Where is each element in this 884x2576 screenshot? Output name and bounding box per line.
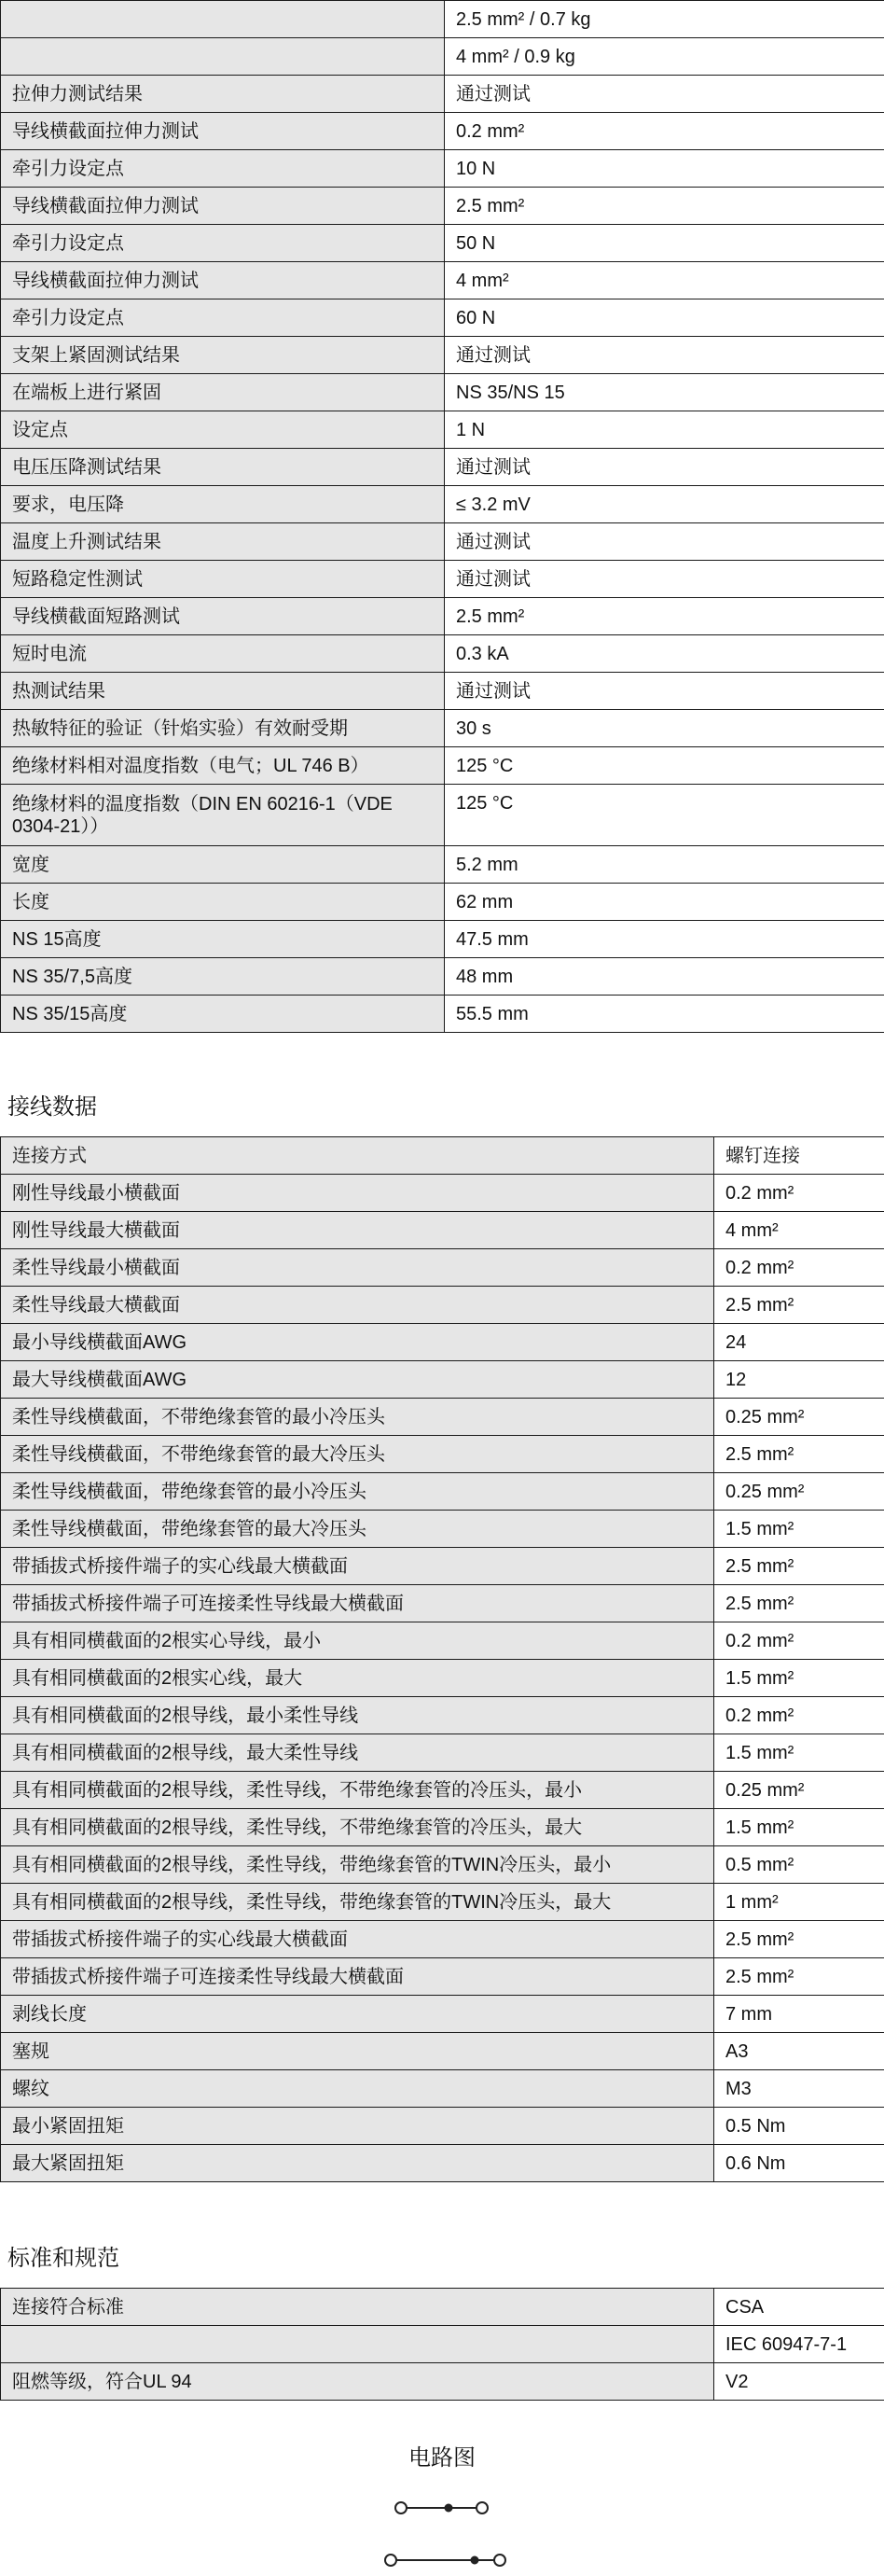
row-label: 螺纹 [1,2070,714,2108]
table-row [1,411,884,449]
row-value: 4 mm² [714,1212,884,1249]
row-label: 带插拔式桥接件端子可连接柔性导线最大横截面 [1,1585,714,1622]
row-label: NS 15高度 [1,921,445,958]
table-row [1,2033,884,2070]
row-label: 具有相同横截面的2根导线，柔性导线，带绝缘套管的TWIN冷压头，最大 [1,1884,714,1921]
row-value: 2.5 mm² [714,1921,884,1958]
row-value: 48 mm [445,958,884,996]
row-value: 2.5 mm² [714,1958,884,1996]
row-label: 宽度 [1,846,445,884]
table-row [1,561,884,598]
row-label: 柔性导线横截面，不带绝缘套管的最小冷压头 [1,1399,714,1436]
circuit-line-top [395,2502,488,2513]
row-label: 刚性导线最大横截面 [1,1212,714,1249]
row-label: 具有相同横截面的2根导线，柔性导线，不带绝缘套管的冷压头，最大 [1,1809,714,1846]
row-label: 具有相同横截面的2根导线，柔性导线，带绝缘套管的TWIN冷压头，最小 [1,1846,714,1884]
row-value: 0.5 Nm [714,2108,884,2145]
circuit-diagram [0,2464,884,2576]
row-value: 7 mm [714,1996,884,2033]
row-value: 0.3 kA [445,635,884,673]
table-row [1,747,884,785]
row-value: 24 [714,1324,884,1361]
row-value: 1.5 mm² [714,1511,884,1548]
row-label: 要求，电压降 [1,486,445,523]
row-value: 通过测试 [445,76,884,113]
row-value: 10 N [445,150,884,188]
row-label: 在端板上进行紧固 [1,374,445,411]
row-value: 通过测试 [445,523,884,561]
row-label: 柔性导线最大横截面 [1,1287,714,1324]
table-row [1,1734,884,1772]
row-label: 具有相同横截面的2根导线，柔性导线，不带绝缘套管的冷压头，最小 [1,1772,714,1809]
row-value: 0.2 mm² [714,1249,884,1287]
row-value: CSA [714,2289,884,2326]
row-label: 短路稳定性测试 [1,561,445,598]
row-label: 带插拔式桥接件端子的实心线最大横截面 [1,1548,714,1585]
table-row [1,1175,884,1212]
row-label: 电压压降测试结果 [1,449,445,486]
table-row [1,598,884,635]
circuit-line-bottom [385,2555,505,2566]
row-value: 47.5 mm [445,921,884,958]
circuit-diagram-title: 电路图 [408,2444,476,2471]
row-label: 最大紧固扭矩 [1,2145,714,2182]
row-label: 导线横截面拉伸力测试 [1,188,445,225]
row-value: 55.5 mm [445,996,884,1033]
row-value: 0.2 mm² [445,113,884,150]
table-row [1,299,884,337]
table-row [1,1846,884,1884]
row-value: 1.5 mm² [714,1660,884,1697]
table-row [1,1585,884,1622]
row-label [1,38,445,76]
row-label: 牵引力设定点 [1,150,445,188]
table-row [1,1212,884,1249]
row-value: 0.5 mm² [714,1846,884,1884]
table-row [1,2070,884,2108]
table-row [1,188,884,225]
row-label: 柔性导线横截面，带绝缘套管的最大冷压头 [1,1511,714,1548]
row-value: 4 mm² [445,262,884,299]
row-value: ≤ 3.2 mV [445,486,884,523]
row-value: 2.5 mm² [445,188,884,225]
table-row [1,1399,884,1436]
row-value: 通过测试 [445,449,884,486]
row-value: 4 mm² / 0.9 kg [445,38,884,76]
test-results-table [0,0,884,1033]
row-label: 拉伸力测试结果 [1,76,445,113]
row-label: 温度上升测试结果 [1,523,445,561]
table-row [1,225,884,262]
row-value: NS 35/NS 15 [445,374,884,411]
row-value: 2.5 mm² [714,1548,884,1585]
table-row [1,1361,884,1399]
row-label: 最大导线横截面AWG [1,1361,714,1399]
row-value: 0.25 mm² [714,1772,884,1809]
row-label: 刚性导线最小横截面 [1,1175,714,1212]
row-value: IEC 60947-7-1 [714,2326,884,2363]
table-row [1,2145,884,2182]
row-value: 1 N [445,411,884,449]
connection-data-title: 接线数据 [7,1093,97,1120]
row-value: 0.6 Nm [714,2145,884,2182]
row-label: 绝缘材料相对温度指数（电气；UL 746 B） [1,747,445,785]
table-row [1,76,884,113]
table-row [1,150,884,188]
row-label: 塞规 [1,2033,714,2070]
row-value: 0.2 mm² [714,1622,884,1660]
table-row [1,1622,884,1660]
table-row [1,523,884,561]
row-value: 0.2 mm² [714,1175,884,1212]
table-row [1,262,884,299]
row-value: 1.5 mm² [714,1809,884,1846]
row-value: 1.5 mm² [714,1734,884,1772]
row-label: 具有相同横截面的2根实心线，最大 [1,1660,714,1697]
row-label: 短时电流 [1,635,445,673]
table-row [1,2108,884,2145]
row-value: V2 [714,2363,884,2401]
row-value: 2.5 mm² [714,1436,884,1473]
row-label: 柔性导线最小横截面 [1,1249,714,1287]
row-label: 导线横截面拉伸力测试 [1,262,445,299]
row-label: 支架上紧固测试结果 [1,337,445,374]
table-row [1,1324,884,1361]
table-row [1,1809,884,1846]
row-value: 通过测试 [445,561,884,598]
row-label: 最小导线横截面AWG [1,1324,714,1361]
table-row [1,1436,884,1473]
row-label: 带插拔式桥接件端子的实心线最大横截面 [1,1921,714,1958]
row-value: 2.5 mm² / 0.7 kg [445,1,884,38]
table-row [1,2289,884,2326]
connection-data-table [0,1136,884,2182]
row-label: NS 35/15高度 [1,996,445,1033]
row-label: 导线横截面短路测试 [1,598,445,635]
row-value: 60 N [445,299,884,337]
table-row [1,2326,884,2363]
row-label: 剥线长度 [1,1996,714,2033]
table-row [1,374,884,411]
row-value: 0.25 mm² [714,1473,884,1511]
table-row [1,1,884,38]
table-row [1,635,884,673]
table-row [1,1137,884,1175]
table-row [1,1772,884,1809]
row-label: NS 35/7,5高度 [1,958,445,996]
row-value: 125 °C [445,747,884,785]
table-row [1,884,884,921]
row-value: 62 mm [445,884,884,921]
row-label: 最小紧固扭矩 [1,2108,714,2145]
row-value: 2.5 mm² [445,598,884,635]
table-row [1,1473,884,1511]
row-value: 1 mm² [714,1884,884,1921]
row-label: 热敏特征的验证（针焰实验）有效耐受期 [1,710,445,747]
row-label: 带插拔式桥接件端子可连接柔性导线最大横截面 [1,1958,714,1996]
row-value: 2.5 mm² [714,1287,884,1324]
table-row [1,673,884,710]
row-value: 12 [714,1361,884,1399]
row-label: 绝缘材料的温度指数（DIN EN 60216-1（VDE 0304-21）） [1,785,445,846]
row-value: 0.25 mm² [714,1399,884,1436]
table-row [1,2363,884,2401]
table-row [1,710,884,747]
table-row [1,113,884,150]
row-value: 2.5 mm² [714,1585,884,1622]
standards-table [0,2288,884,2401]
row-value: 50 N [445,225,884,262]
table-row [1,486,884,523]
row-label: 设定点 [1,411,445,449]
table-row [1,449,884,486]
table-row [1,38,884,76]
table-row [1,996,884,1033]
row-value: 30 s [445,710,884,747]
table-row [1,337,884,374]
row-label [1,1,445,38]
standards-title: 标准和规范 [7,2245,119,2271]
row-label: 具有相同横截面的2根导线，最大柔性导线 [1,1734,714,1772]
row-label: 连接方式 [1,1137,714,1175]
table-row [1,1958,884,1996]
row-value: 5.2 mm [445,846,884,884]
row-label: 具有相同横截面的2根实心导线，最小 [1,1622,714,1660]
row-label: 柔性导线横截面，带绝缘套管的最小冷压头 [1,1473,714,1511]
row-value: 螺钉连接 [714,1137,884,1175]
row-value: 通过测试 [445,673,884,710]
row-label: 导线横截面拉伸力测试 [1,113,445,150]
row-label: 热测试结果 [1,673,445,710]
row-label: 牵引力设定点 [1,299,445,337]
table-row [1,1511,884,1548]
row-label: 具有相同横截面的2根导线，最小柔性导线 [1,1697,714,1734]
row-label: 牵引力设定点 [1,225,445,262]
table-row [1,1697,884,1734]
row-label: 柔性导线横截面，不带绝缘套管的最大冷压头 [1,1436,714,1473]
table-row [1,1548,884,1585]
table-row [1,1921,884,1958]
row-value: 125 °C [445,785,884,846]
table-row [1,1249,884,1287]
table-row [1,785,884,846]
table-row [1,846,884,884]
row-label [1,2326,714,2363]
row-label: 连接符合标准 [1,2289,714,2326]
table-row [1,1660,884,1697]
row-label: 长度 [1,884,445,921]
row-value: M3 [714,2070,884,2108]
table-row [1,958,884,996]
table-row [1,1884,884,1921]
row-value: 通过测试 [445,337,884,374]
table-row [1,1996,884,2033]
table-row [1,1287,884,1324]
row-value: 0.2 mm² [714,1697,884,1734]
table-row [1,921,884,958]
row-value: A3 [714,2033,884,2070]
row-label: 阻燃等级，符合UL 94 [1,2363,714,2401]
